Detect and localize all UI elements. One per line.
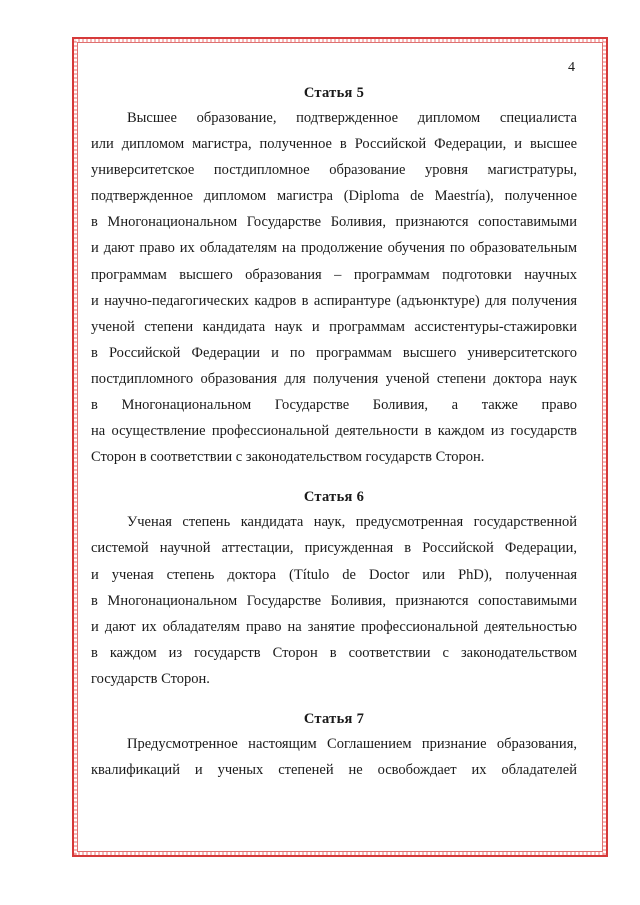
text-line: постдипломного образования для получения ученой степени доктора наук bbox=[91, 370, 577, 387]
text-line: государств Сторон. bbox=[91, 670, 210, 687]
text-line: программам высшего образования – программам подготовки научных bbox=[91, 266, 577, 283]
article-7-paragraph bbox=[91, 731, 577, 783]
text-line: в Многонациональном Государстве Боливия, признаются сопоставимыми bbox=[91, 214, 577, 231]
text-line: в Российской Федерации и по программам высшего университетского bbox=[91, 344, 577, 361]
text-line: в Многонациональном Государстве Боливия, а также право bbox=[91, 397, 577, 414]
text-line: или дипломом магистра, полученное в Российской Федерации, и высшее bbox=[91, 136, 577, 153]
text-line: и дают их обладателям право на занятие профессиональной деятельностью bbox=[91, 618, 577, 635]
article-5-paragraph bbox=[91, 105, 577, 470]
article-6-heading: Статья 6 bbox=[303, 489, 365, 506]
text-line: Высшее образование, подтвержденное дипломом специалиста bbox=[127, 110, 577, 126]
text-line: подтвержденное дипломом магистра (Diploma de Maestría), полученное bbox=[91, 188, 577, 205]
text-line: университетское постдипломное образование уровня магистратуры, bbox=[91, 162, 577, 179]
text-line: Ученая степень кандидата наук, предусмотренная государственной bbox=[127, 514, 577, 531]
text-line: ученой степени кандидата наук и программам ассистентуры-стажировки bbox=[91, 318, 577, 335]
text-line: Предусмотренное настоящим Соглашением признание образования, bbox=[127, 735, 577, 752]
text-line: Сторон в соответствии с законодательством государств Сторон. bbox=[91, 449, 485, 466]
text-line: квалификаций и ученых степеней не освобождает их обладателей bbox=[91, 762, 577, 779]
article-6-paragraph bbox=[91, 509, 577, 692]
text-line: и дают право их обладателям на продолжение обучения по образовательным bbox=[91, 240, 577, 257]
text-line: и ученая степень доктора (Título de Doctor или PhD), полученная bbox=[91, 566, 577, 583]
text-line: на осуществление профессиональной деятельности в каждом из государств bbox=[91, 423, 577, 440]
text-line: в Многонациональном Государстве Боливия, признаются сопоставимыми bbox=[91, 592, 577, 609]
article-7-heading: Статья 7 bbox=[303, 710, 365, 727]
article-5-heading: Статья 5 bbox=[303, 85, 365, 101]
document-body bbox=[91, 85, 577, 783]
text-line: в каждом из государств Сторон в соответствии с законодательством bbox=[91, 644, 577, 661]
text-line: системой научной аттестации, присужденная в Российской Федерации, bbox=[91, 540, 577, 557]
page-number: 4 bbox=[568, 60, 575, 75]
text-line: и научно-педагогических кадров в аспирантуре (адъюнктуре) для получения bbox=[91, 292, 577, 309]
